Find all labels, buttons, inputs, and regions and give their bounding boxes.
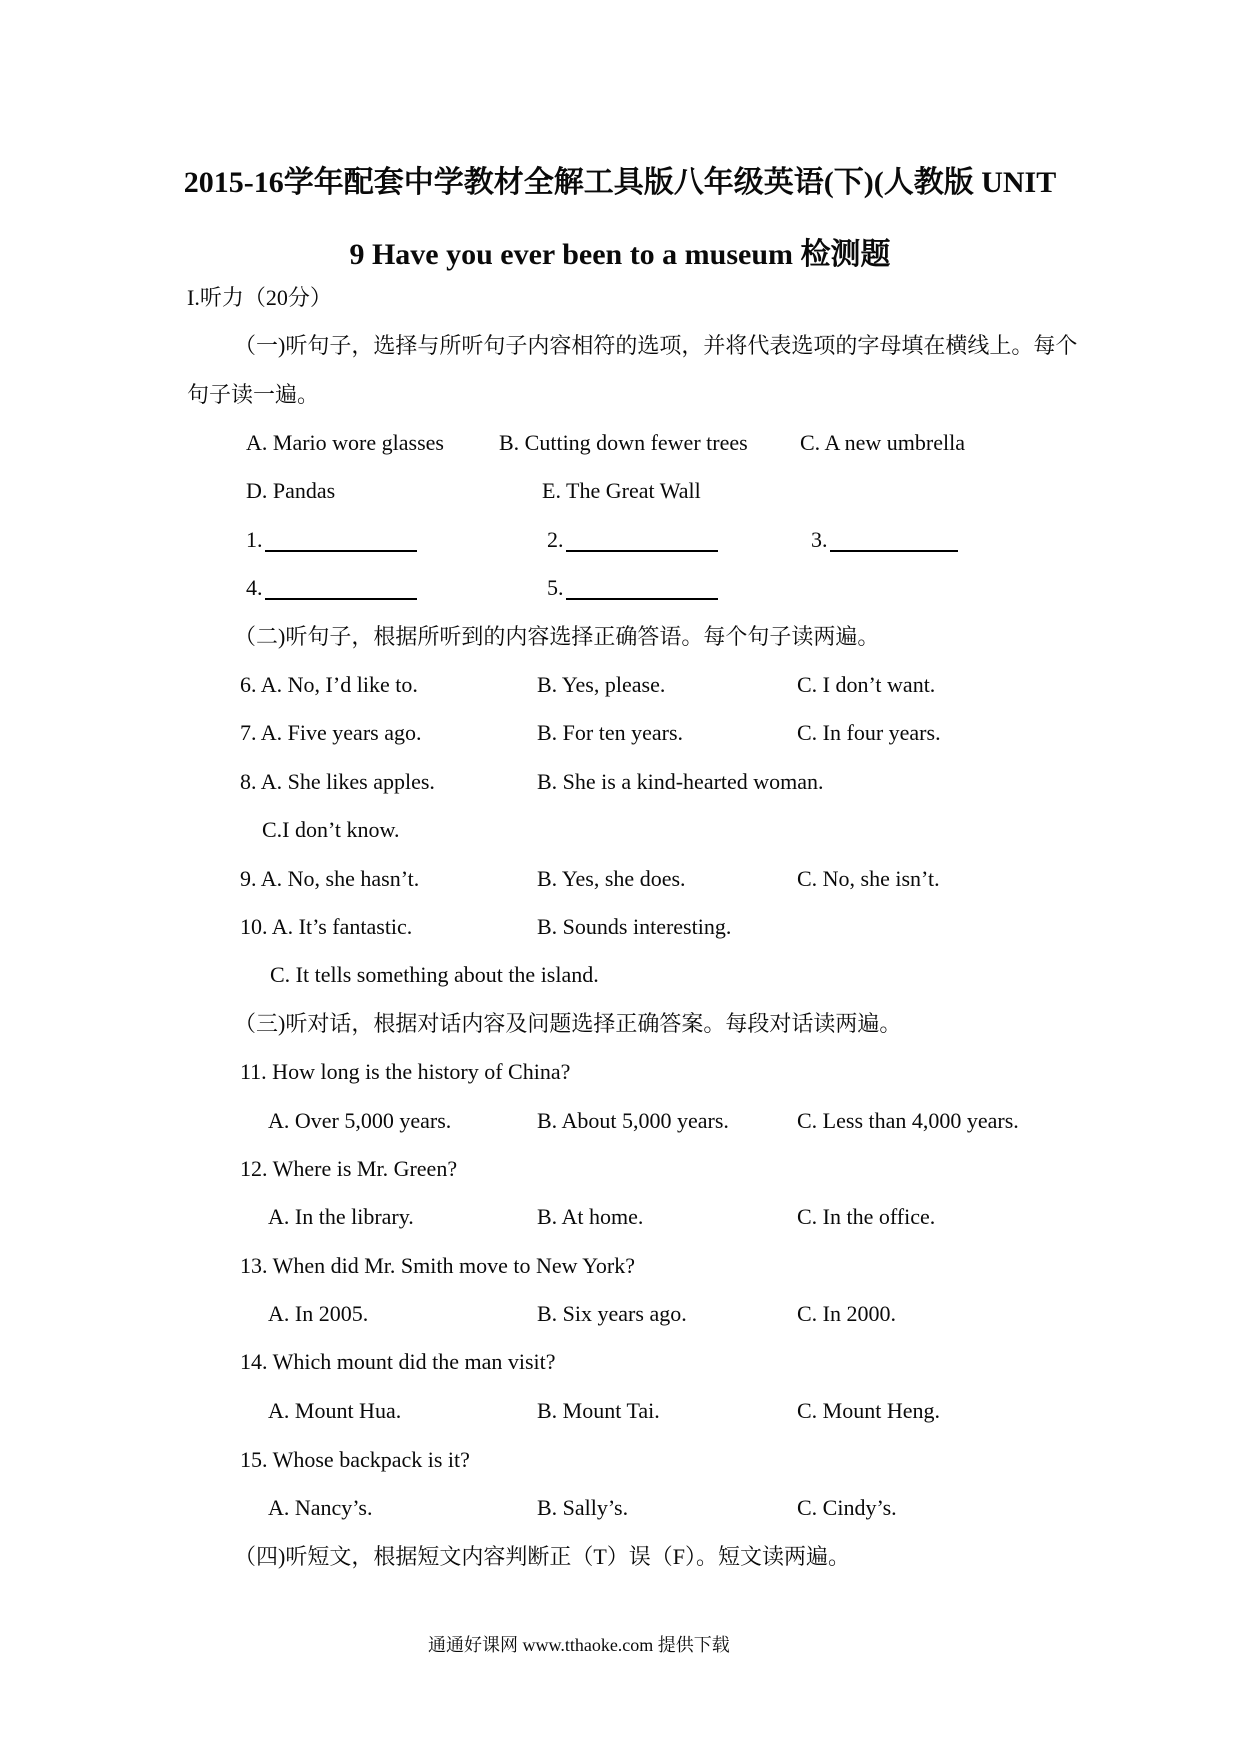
option-c: C. A new umbrella [800,430,965,455]
q12-option-b: B. At home. [537,1204,644,1229]
q8-option-a: 8. A. She likes apples. [240,769,435,794]
q14-option-b: B. Mount Tai. [537,1398,660,1423]
q7-option-a: 7. A. Five years ago. [240,720,422,745]
question-14-answers [0,1396,1240,1426]
blank-2 [547,525,718,555]
blank-3 [811,525,958,555]
question-15-answers [0,1493,1240,1523]
q15-text: 15. Whose backpack is it? [240,1447,470,1472]
question-12 [0,1154,1240,1184]
question-10 [0,912,1240,942]
part1-blanks-row-2 [0,573,1240,603]
question-6 [0,670,1240,700]
part4-instruction [0,1542,1240,1572]
q15-option-b: B. Sally’s. [537,1495,629,1520]
part3-instruction-text: （三)听对话，根据对话内容及问题选择正确答案。每段对话读两遍。 [234,1011,902,1036]
section-heading-text: I.听力（20分） [187,285,332,310]
part4-instruction-text: （四)听短文，根据短文内容判断正（T）误（F）。短文读两遍。 [234,1544,851,1569]
part1-instruction-text-1: （一)听句子，选择与所听句子内容相符的选项，并将代表选项的字母填在横线上。每个 [234,333,1078,358]
blank-3-number: 3. [811,527,828,552]
question-11 [0,1057,1240,1087]
q12-text: 12. Where is Mr. Green? [240,1156,458,1181]
q11-option-c: C. Less than 4,000 years. [797,1108,1019,1133]
part2-instruction [0,622,1240,652]
q6-option-a: 6. A. No, I’d like to. [240,672,418,697]
part2-instruction-text: （二)听句子，根据所听到的内容选择正确答语。每个句子读两遍。 [234,624,880,649]
q13-option-a: A. In 2005. [268,1301,369,1326]
q15-option-a: A. Nancy’s. [268,1495,373,1520]
q8-option-c: C.I don’t know. [262,817,400,842]
question-15 [0,1445,1240,1475]
title-text-2: 9 Have you ever been to a museum 检测题 [349,238,891,271]
q8-option-b: B. She is a kind-hearted woman. [537,769,824,794]
q6-option-b: B. Yes, please. [537,672,666,697]
q14-option-c: C. Mount Heng. [797,1398,940,1423]
page-title-line-1 [0,163,1240,203]
page-footer [0,1630,1240,1660]
option-d: D. Pandas [246,478,336,503]
question-14 [0,1347,1240,1377]
question-8 [0,767,1240,797]
section-listening-heading [0,283,1240,313]
option-e: E. The Great Wall [542,478,701,503]
question-9 [0,864,1240,894]
q14-option-a: A. Mount Hua. [268,1398,402,1423]
q12-option-a: A. In the library. [268,1204,414,1229]
q6-option-c: C. I don’t want. [797,672,936,697]
answer-line-3 [830,550,958,552]
answer-line-2 [566,550,718,552]
part1-blanks-row-1 [0,525,1240,555]
answer-line-4 [265,598,417,600]
q10-option-b: B. Sounds interesting. [537,914,732,939]
answer-line-1 [265,550,417,552]
question-13-answers [0,1299,1240,1329]
part1-options-row-1 [0,428,1240,458]
blank-4 [246,573,417,603]
blank-5 [547,573,718,603]
blank-4-number: 4. [246,575,263,600]
question-11-answers [0,1106,1240,1136]
q11-option-a: A. Over 5,000 years. [268,1108,452,1133]
page-title-line-2 [0,235,1240,275]
option-b: B. Cutting down fewer trees [499,430,748,455]
blank-1-number: 1. [246,527,263,552]
q11-option-b: B. About 5,000 years. [537,1108,729,1133]
question-10-option-c-row [0,960,1240,990]
question-8-option-c-row [0,815,1240,845]
blank-1 [246,525,417,555]
part1-instruction-line2 [0,380,1240,410]
blank-2-number: 2. [547,527,564,552]
part1-instruction-line1 [0,331,1240,361]
q10-option-c: C. It tells something about the island. [270,962,599,987]
q13-option-b: B. Six years ago. [537,1301,687,1326]
q15-option-c: C. Cindy’s. [797,1495,897,1520]
q14-text: 14. Which mount did the man visit? [240,1349,556,1374]
question-13 [0,1251,1240,1281]
title-text-1: 2015-16学年配套中学教材全解工具版八年级英语(下)(人教版 UNIT [183,166,1057,199]
q7-option-b: B. For ten years. [537,720,684,745]
q9-option-b: B. Yes, she does. [537,866,686,891]
q10-option-a: 10. A. It’s fantastic. [240,914,413,939]
q9-option-c: C. No, she isn’t. [797,866,940,891]
q9-option-a: 9. A. No, she hasn’t. [240,866,420,891]
q12-option-c: C. In the office. [797,1204,936,1229]
q13-option-c: C. In 2000. [797,1301,896,1326]
question-7 [0,718,1240,748]
blank-5-number: 5. [547,575,564,600]
q13-text: 13. When did Mr. Smith move to New York? [240,1253,635,1278]
question-12-answers [0,1202,1240,1232]
q11-text: 11. How long is the history of China? [240,1059,571,1084]
part1-instruction-text-2: 句子读一遍。 [187,382,320,407]
part1-options-row-2 [0,476,1240,506]
part3-instruction [0,1009,1240,1039]
answer-line-5 [566,598,718,600]
option-a: A. Mario wore glasses [246,430,444,455]
q7-option-c: C. In four years. [797,720,941,745]
footer-text: 通通好课网 www.tthaoke.com 提供下载 [428,1635,730,1655]
